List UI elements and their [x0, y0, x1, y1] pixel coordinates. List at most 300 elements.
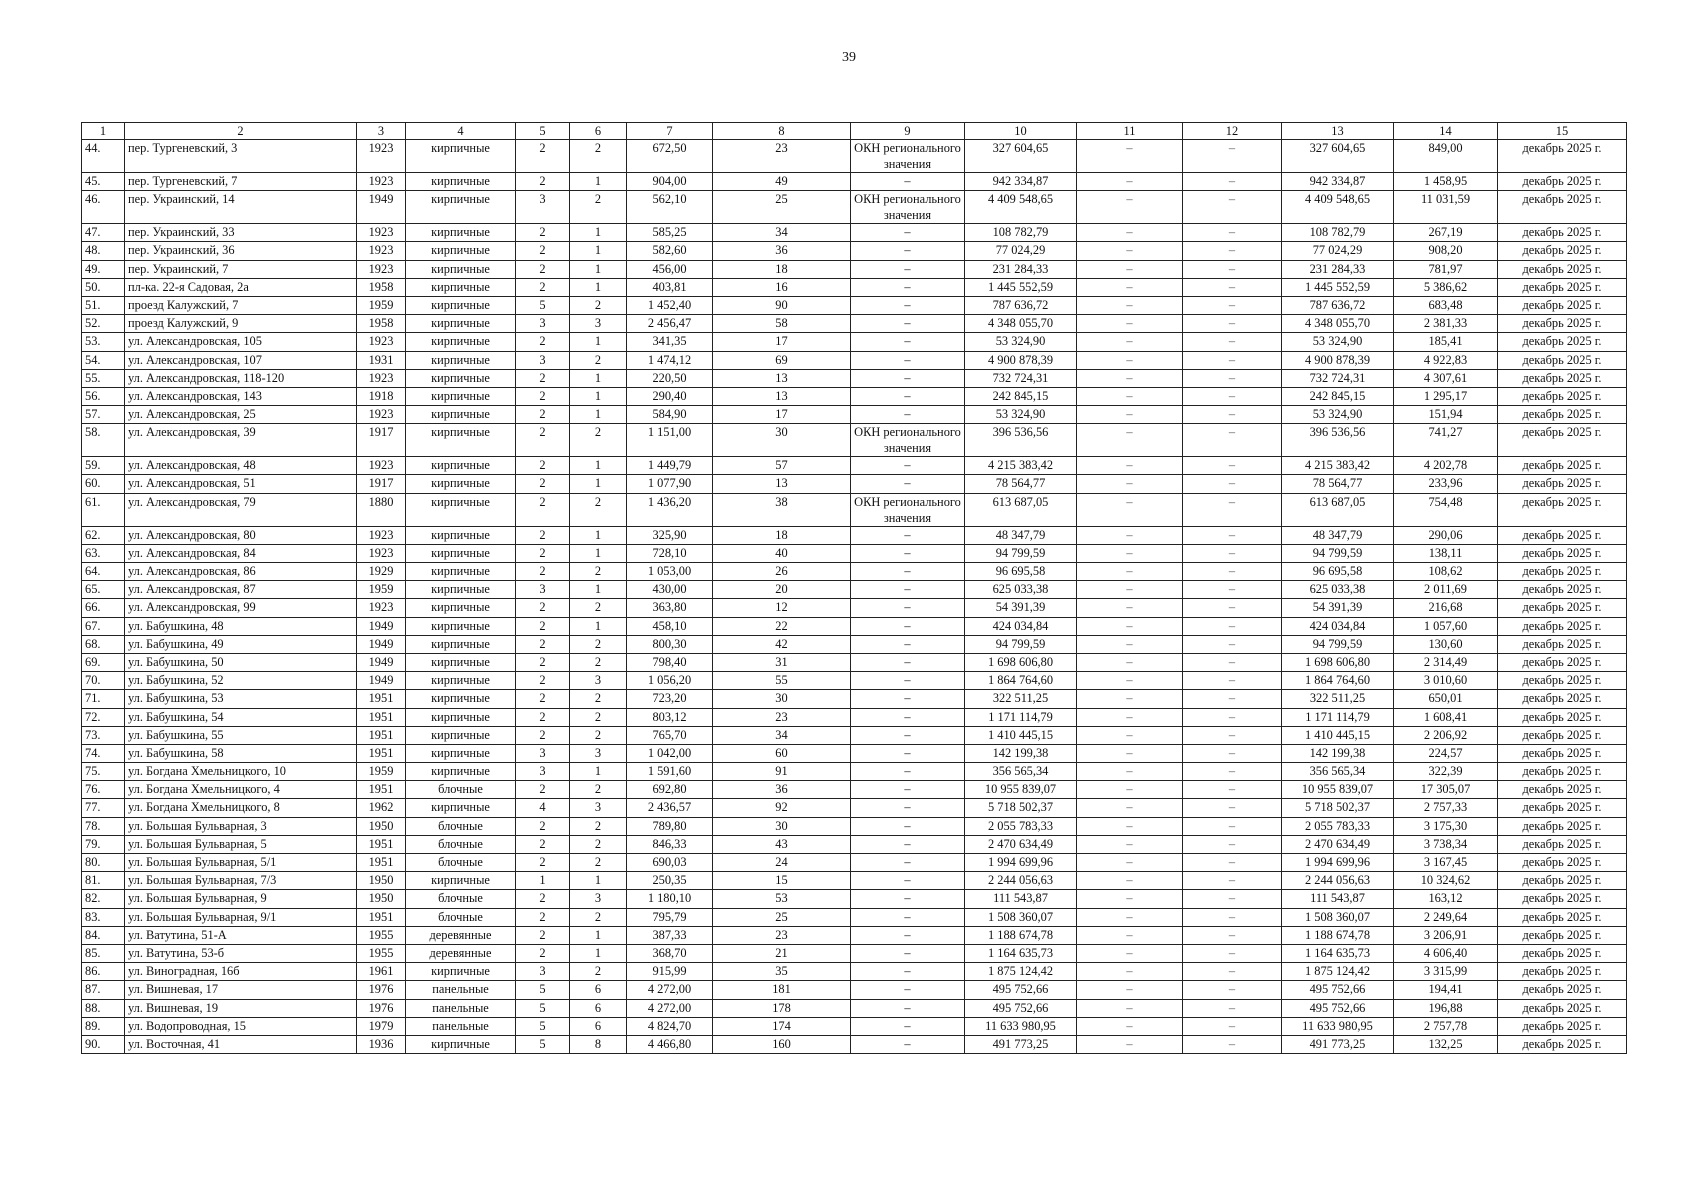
- cell-address: проезд Калужский, 9: [125, 315, 357, 333]
- column-header: 9: [851, 123, 965, 140]
- cell-wall-material: кирпичные: [406, 690, 516, 708]
- cell-entrances: 1: [570, 333, 627, 351]
- cell-year-built: 1951: [357, 726, 406, 744]
- table-row: [82, 173, 1627, 191]
- cell-col-12-value: –: [1183, 315, 1282, 333]
- cell-address: ул. Богдана Хмельницкого, 10: [125, 763, 357, 781]
- cell-cost-per-unit: 3 738,34: [1394, 835, 1498, 853]
- cell-col-11-value: –: [1077, 781, 1183, 799]
- cell-floors: 5: [516, 999, 570, 1017]
- cell-residents: 26: [713, 563, 851, 581]
- cell-area: 290,40: [627, 387, 713, 405]
- cell-col-12-value: –: [1183, 944, 1282, 962]
- cell-row-number: 69.: [82, 653, 125, 671]
- cell-col-11-value: –: [1077, 890, 1183, 908]
- cell-wall-material: кирпичные: [406, 653, 516, 671]
- cell-wall-material: кирпичные: [406, 369, 516, 387]
- cell-wall-material: кирпичные: [406, 799, 516, 817]
- cell-col-11-value: –: [1077, 191, 1183, 224]
- cell-address: ул. Александровская, 84: [125, 544, 357, 562]
- cell-residents: 43: [713, 835, 851, 853]
- cell-cost-budget: 495 752,66: [1282, 981, 1394, 999]
- cell-address: ул. Ватутина, 53-б: [125, 944, 357, 962]
- cell-cost-per-unit: 781,97: [1394, 260, 1498, 278]
- cell-col-11-value: –: [1077, 563, 1183, 581]
- cell-cost-total: 4 900 878,39: [965, 351, 1077, 369]
- table-row: [82, 653, 1627, 671]
- table-row: [82, 242, 1627, 260]
- table-row: [82, 296, 1627, 314]
- cell-col-12-value: –: [1183, 563, 1282, 581]
- cell-cost-per-unit: 754,48: [1394, 493, 1498, 526]
- cell-cost-per-unit: 4 606,40: [1394, 944, 1498, 962]
- cell-floors: 2: [516, 242, 570, 260]
- cell-cost-per-unit: 185,41: [1394, 333, 1498, 351]
- cell-entrances: 1: [570, 387, 627, 405]
- cell-floors: 3: [516, 581, 570, 599]
- cell-year-built: 1976: [357, 981, 406, 999]
- cell-residents: 58: [713, 315, 851, 333]
- cell-floors: 2: [516, 781, 570, 799]
- cell-year-built: 1961: [357, 963, 406, 981]
- cell-row-number: 55.: [82, 369, 125, 387]
- cell-cost-budget: 495 752,66: [1282, 999, 1394, 1017]
- cell-cost-budget: 1 994 699,96: [1282, 854, 1394, 872]
- cell-area: 458,10: [627, 617, 713, 635]
- cell-col-12-value: –: [1183, 191, 1282, 224]
- cell-address: ул. Богдана Хмельницкого, 4: [125, 781, 357, 799]
- cell-wall-material: кирпичные: [406, 708, 516, 726]
- cell-residents: 30: [713, 424, 851, 457]
- cell-col-11-value: –: [1077, 278, 1183, 296]
- cell-area: 250,35: [627, 872, 713, 890]
- cell-heritage-status: –: [851, 526, 965, 544]
- cell-col-11-value: –: [1077, 926, 1183, 944]
- header-row: [82, 123, 1627, 140]
- cell-row-number: 66.: [82, 599, 125, 617]
- cell-entrances: 2: [570, 191, 627, 224]
- cell-entrances: 6: [570, 999, 627, 1017]
- table-row: [82, 690, 1627, 708]
- cell-heritage-status: ОКН регионального значения: [851, 424, 965, 457]
- cell-entrances: 1: [570, 544, 627, 562]
- cell-row-number: 75.: [82, 763, 125, 781]
- cell-heritage-status: –: [851, 387, 965, 405]
- cell-cost-total: 4 348 055,70: [965, 315, 1077, 333]
- cell-cost-total: 5 718 502,37: [965, 799, 1077, 817]
- cell-area: 456,00: [627, 260, 713, 278]
- cell-cost-per-unit: 3 167,45: [1394, 854, 1498, 872]
- cell-year-built: 1951: [357, 835, 406, 853]
- cell-wall-material: кирпичные: [406, 424, 516, 457]
- table-row: [82, 726, 1627, 744]
- cell-year-built: 1959: [357, 581, 406, 599]
- cell-residents: 18: [713, 260, 851, 278]
- cell-year-built: 1880: [357, 493, 406, 526]
- cell-residents: 13: [713, 369, 851, 387]
- table-row: [82, 763, 1627, 781]
- table-row: [82, 944, 1627, 962]
- cell-row-number: 50.: [82, 278, 125, 296]
- cell-col-11-value: –: [1077, 708, 1183, 726]
- cell-area: 1 053,00: [627, 563, 713, 581]
- cell-row-number: 87.: [82, 981, 125, 999]
- cell-address: пл-ка. 22-я Садовая, 2а: [125, 278, 357, 296]
- cell-col-12-value: –: [1183, 1035, 1282, 1053]
- cell-cost-budget: 54 391,39: [1282, 599, 1394, 617]
- cell-cost-total: 142 199,38: [965, 744, 1077, 762]
- cell-heritage-status: –: [851, 817, 965, 835]
- cell-row-number: 63.: [82, 544, 125, 562]
- cell-entrances: 2: [570, 908, 627, 926]
- cell-cost-budget: 4 900 878,39: [1282, 351, 1394, 369]
- cell-col-12-value: –: [1183, 672, 1282, 690]
- cell-deadline: декабрь 2025 г.: [1498, 672, 1627, 690]
- cell-col-11-value: –: [1077, 690, 1183, 708]
- column-header: 4: [406, 123, 516, 140]
- cell-address: ул. Александровская, 118-120: [125, 369, 357, 387]
- cell-cost-per-unit: 194,41: [1394, 981, 1498, 999]
- cell-entrances: 2: [570, 140, 627, 173]
- cell-row-number: 47.: [82, 224, 125, 242]
- cell-address: ул. Ватутина, 51-А: [125, 926, 357, 944]
- cell-row-number: 45.: [82, 173, 125, 191]
- cell-year-built: 1951: [357, 744, 406, 762]
- cell-heritage-status: ОКН регионального значения: [851, 191, 965, 224]
- cell-col-11-value: –: [1077, 581, 1183, 599]
- cell-residents: 30: [713, 690, 851, 708]
- cell-floors: 2: [516, 224, 570, 242]
- cell-col-12-value: –: [1183, 140, 1282, 173]
- table-row: [82, 617, 1627, 635]
- cell-col-12-value: –: [1183, 854, 1282, 872]
- cell-cost-total: 77 024,29: [965, 242, 1077, 260]
- cell-row-number: 64.: [82, 563, 125, 581]
- column-header: 11: [1077, 123, 1183, 140]
- cell-year-built: 1959: [357, 763, 406, 781]
- cell-deadline: декабрь 2025 г.: [1498, 781, 1627, 799]
- cell-deadline: декабрь 2025 г.: [1498, 563, 1627, 581]
- cell-entrances: 2: [570, 781, 627, 799]
- cell-cost-total: 53 324,90: [965, 406, 1077, 424]
- cell-year-built: 1923: [357, 369, 406, 387]
- cell-cost-budget: 1 188 674,78: [1282, 926, 1394, 944]
- cell-col-12-value: –: [1183, 526, 1282, 544]
- cell-year-built: 1923: [357, 544, 406, 562]
- table-row: [82, 999, 1627, 1017]
- cell-area: 4 272,00: [627, 999, 713, 1017]
- cell-heritage-status: –: [851, 781, 965, 799]
- cell-wall-material: кирпичные: [406, 672, 516, 690]
- cell-residents: 20: [713, 581, 851, 599]
- cell-cost-budget: 2 055 783,33: [1282, 817, 1394, 835]
- table-row: [82, 191, 1627, 224]
- cell-row-number: 56.: [82, 387, 125, 405]
- cell-col-12-value: –: [1183, 981, 1282, 999]
- cell-residents: 31: [713, 653, 851, 671]
- cell-year-built: 1917: [357, 424, 406, 457]
- cell-floors: 2: [516, 333, 570, 351]
- cell-deadline: декабрь 2025 г.: [1498, 1035, 1627, 1053]
- cell-row-number: 49.: [82, 260, 125, 278]
- cell-residents: 91: [713, 763, 851, 781]
- cell-cost-per-unit: 650,01: [1394, 690, 1498, 708]
- cell-residents: 174: [713, 1017, 851, 1035]
- cell-wall-material: деревянные: [406, 944, 516, 962]
- cell-residents: 55: [713, 672, 851, 690]
- cell-area: 795,79: [627, 908, 713, 926]
- cell-heritage-status: –: [851, 278, 965, 296]
- cell-heritage-status: –: [851, 690, 965, 708]
- cell-year-built: 1923: [357, 242, 406, 260]
- cell-wall-material: кирпичные: [406, 963, 516, 981]
- cell-residents: 42: [713, 635, 851, 653]
- cell-col-12-value: –: [1183, 617, 1282, 635]
- cell-col-11-value: –: [1077, 835, 1183, 853]
- cell-area: 800,30: [627, 635, 713, 653]
- cell-cost-budget: 1 508 360,07: [1282, 908, 1394, 926]
- cell-col-11-value: –: [1077, 526, 1183, 544]
- cell-deadline: декабрь 2025 г.: [1498, 617, 1627, 635]
- cell-wall-material: панельные: [406, 999, 516, 1017]
- table-row: [82, 1017, 1627, 1035]
- cell-col-11-value: –: [1077, 140, 1183, 173]
- cell-entrances: 2: [570, 653, 627, 671]
- cell-col-11-value: –: [1077, 908, 1183, 926]
- cell-area: 562,10: [627, 191, 713, 224]
- cell-row-number: 53.: [82, 333, 125, 351]
- cell-residents: 17: [713, 333, 851, 351]
- cell-col-12-value: –: [1183, 224, 1282, 242]
- cell-area: 582,60: [627, 242, 713, 260]
- cell-col-11-value: –: [1077, 963, 1183, 981]
- cell-cost-total: 4 215 383,42: [965, 457, 1077, 475]
- cell-year-built: 1962: [357, 799, 406, 817]
- cell-area: 728,10: [627, 544, 713, 562]
- cell-year-built: 1923: [357, 333, 406, 351]
- cell-area: 1 474,12: [627, 351, 713, 369]
- cell-wall-material: кирпичные: [406, 278, 516, 296]
- table-row: [82, 260, 1627, 278]
- cell-entrances: 1: [570, 526, 627, 544]
- cell-entrances: 1: [570, 944, 627, 962]
- cell-col-11-value: –: [1077, 242, 1183, 260]
- cell-col-12-value: –: [1183, 635, 1282, 653]
- cell-col-12-value: –: [1183, 908, 1282, 926]
- cell-area: 220,50: [627, 369, 713, 387]
- cell-floors: 3: [516, 191, 570, 224]
- cell-row-number: 84.: [82, 926, 125, 944]
- cell-residents: 34: [713, 726, 851, 744]
- cell-year-built: 1936: [357, 1035, 406, 1053]
- cell-deadline: декабрь 2025 г.: [1498, 653, 1627, 671]
- cell-heritage-status: –: [851, 475, 965, 493]
- cell-col-11-value: –: [1077, 333, 1183, 351]
- cell-deadline: декабрь 2025 г.: [1498, 708, 1627, 726]
- cell-area: 2 456,47: [627, 315, 713, 333]
- column-header: 13: [1282, 123, 1394, 140]
- cell-area: 672,50: [627, 140, 713, 173]
- cell-deadline: декабрь 2025 г.: [1498, 526, 1627, 544]
- cell-area: 1 077,90: [627, 475, 713, 493]
- cell-cost-per-unit: 132,25: [1394, 1035, 1498, 1053]
- cell-col-11-value: –: [1077, 296, 1183, 314]
- cell-cost-budget: 491 773,25: [1282, 1035, 1394, 1053]
- cell-wall-material: кирпичные: [406, 726, 516, 744]
- cell-col-11-value: –: [1077, 173, 1183, 191]
- cell-cost-per-unit: 1 295,17: [1394, 387, 1498, 405]
- cell-deadline: декабрь 2025 г.: [1498, 224, 1627, 242]
- cell-area: 325,90: [627, 526, 713, 544]
- cell-area: 1 449,79: [627, 457, 713, 475]
- cell-deadline: декабрь 2025 г.: [1498, 835, 1627, 853]
- cell-cost-total: 242 845,15: [965, 387, 1077, 405]
- cell-row-number: 46.: [82, 191, 125, 224]
- cell-heritage-status: –: [851, 333, 965, 351]
- cell-cost-budget: 1 164 635,73: [1282, 944, 1394, 962]
- cell-cost-per-unit: 3 206,91: [1394, 926, 1498, 944]
- cell-col-12-value: –: [1183, 457, 1282, 475]
- cell-heritage-status: –: [851, 544, 965, 562]
- cell-wall-material: кирпичные: [406, 173, 516, 191]
- cell-cost-budget: 10 955 839,07: [1282, 781, 1394, 799]
- cell-cost-total: 94 799,59: [965, 635, 1077, 653]
- cell-entrances: 1: [570, 475, 627, 493]
- cell-year-built: 1949: [357, 191, 406, 224]
- cell-year-built: 1959: [357, 296, 406, 314]
- cell-year-built: 1923: [357, 457, 406, 475]
- cell-col-11-value: –: [1077, 872, 1183, 890]
- cell-cost-per-unit: 2 011,69: [1394, 581, 1498, 599]
- cell-col-11-value: –: [1077, 854, 1183, 872]
- cell-year-built: 1950: [357, 872, 406, 890]
- cell-floors: 2: [516, 617, 570, 635]
- cell-year-built: 1929: [357, 563, 406, 581]
- cell-cost-budget: 396 536,56: [1282, 424, 1394, 457]
- cell-area: 368,70: [627, 944, 713, 962]
- cell-address: ул. Большая Бульварная, 5/1: [125, 854, 357, 872]
- cell-residents: 36: [713, 242, 851, 260]
- cell-wall-material: кирпичные: [406, 315, 516, 333]
- table-row: [82, 369, 1627, 387]
- cell-address: ул. Вишневая, 17: [125, 981, 357, 999]
- cell-cost-total: 1 188 674,78: [965, 926, 1077, 944]
- cell-year-built: 1923: [357, 406, 406, 424]
- cell-col-12-value: –: [1183, 296, 1282, 314]
- cell-cost-budget: 5 718 502,37: [1282, 799, 1394, 817]
- cell-area: 1 452,40: [627, 296, 713, 314]
- cell-heritage-status: –: [851, 617, 965, 635]
- table-row: [82, 744, 1627, 762]
- cell-floors: 2: [516, 890, 570, 908]
- cell-deadline: декабрь 2025 г.: [1498, 854, 1627, 872]
- cell-address: ул. Богдана Хмельницкого, 8: [125, 799, 357, 817]
- cell-cost-per-unit: 5 386,62: [1394, 278, 1498, 296]
- cell-floors: 2: [516, 635, 570, 653]
- cell-wall-material: кирпичные: [406, 544, 516, 562]
- cell-area: 690,03: [627, 854, 713, 872]
- cell-col-11-value: –: [1077, 744, 1183, 762]
- cell-col-11-value: –: [1077, 672, 1183, 690]
- cell-col-12-value: –: [1183, 173, 1282, 191]
- cell-cost-budget: 613 687,05: [1282, 493, 1394, 526]
- cell-cost-budget: 94 799,59: [1282, 635, 1394, 653]
- cell-area: 798,40: [627, 653, 713, 671]
- cell-address: ул. Бабушкина, 50: [125, 653, 357, 671]
- cell-residents: 16: [713, 278, 851, 296]
- cell-entrances: 2: [570, 854, 627, 872]
- cell-cost-per-unit: 1 608,41: [1394, 708, 1498, 726]
- column-header: 12: [1183, 123, 1282, 140]
- cell-floors: 2: [516, 457, 570, 475]
- cell-wall-material: блочные: [406, 890, 516, 908]
- cell-wall-material: панельные: [406, 1017, 516, 1035]
- cell-col-12-value: –: [1183, 890, 1282, 908]
- cell-heritage-status: –: [851, 854, 965, 872]
- column-header: 8: [713, 123, 851, 140]
- cell-col-12-value: –: [1183, 726, 1282, 744]
- cell-cost-total: 231 284,33: [965, 260, 1077, 278]
- cell-floors: 2: [516, 563, 570, 581]
- table-row: [82, 424, 1627, 457]
- cell-cost-budget: 625 033,38: [1282, 581, 1394, 599]
- table-row: [82, 1035, 1627, 1053]
- cell-year-built: 1917: [357, 475, 406, 493]
- cell-cost-per-unit: 2 249,64: [1394, 908, 1498, 926]
- cell-heritage-status: –: [851, 872, 965, 890]
- cell-year-built: 1955: [357, 944, 406, 962]
- cell-col-11-value: –: [1077, 1035, 1183, 1053]
- cell-floors: 5: [516, 981, 570, 999]
- cell-cost-total: 942 334,87: [965, 173, 1077, 191]
- cell-address: пер. Тургеневский, 3: [125, 140, 357, 173]
- table-row: [82, 672, 1627, 690]
- cell-cost-per-unit: 1 458,95: [1394, 173, 1498, 191]
- cell-cost-total: 10 955 839,07: [965, 781, 1077, 799]
- cell-floors: 2: [516, 835, 570, 853]
- cell-floors: 4: [516, 799, 570, 817]
- cell-cost-total: 111 543,87: [965, 890, 1077, 908]
- cell-floors: 2: [516, 599, 570, 617]
- cell-col-12-value: –: [1183, 599, 1282, 617]
- table-row: [82, 781, 1627, 799]
- cell-floors: 2: [516, 369, 570, 387]
- cell-deadline: декабрь 2025 г.: [1498, 944, 1627, 962]
- cell-deadline: декабрь 2025 г.: [1498, 140, 1627, 173]
- cell-wall-material: кирпичные: [406, 242, 516, 260]
- cell-residents: 160: [713, 1035, 851, 1053]
- cell-heritage-status: –: [851, 635, 965, 653]
- cell-cost-total: 495 752,66: [965, 981, 1077, 999]
- cell-residents: 18: [713, 526, 851, 544]
- cell-deadline: декабрь 2025 г.: [1498, 799, 1627, 817]
- cell-cost-total: 1 864 764,60: [965, 672, 1077, 690]
- table-row: [82, 475, 1627, 493]
- cell-wall-material: кирпичные: [406, 406, 516, 424]
- cell-deadline: декабрь 2025 г.: [1498, 890, 1627, 908]
- table-row: [82, 817, 1627, 835]
- cell-deadline: декабрь 2025 г.: [1498, 475, 1627, 493]
- cell-cost-total: 322 511,25: [965, 690, 1077, 708]
- cell-col-11-value: –: [1077, 475, 1183, 493]
- cell-cost-per-unit: 1 057,60: [1394, 617, 1498, 635]
- cell-wall-material: кирпичные: [406, 581, 516, 599]
- cell-residents: 21: [713, 944, 851, 962]
- cell-wall-material: кирпичные: [406, 744, 516, 762]
- page-number: 39: [842, 50, 856, 65]
- cell-entrances: 6: [570, 981, 627, 999]
- cell-residents: 13: [713, 387, 851, 405]
